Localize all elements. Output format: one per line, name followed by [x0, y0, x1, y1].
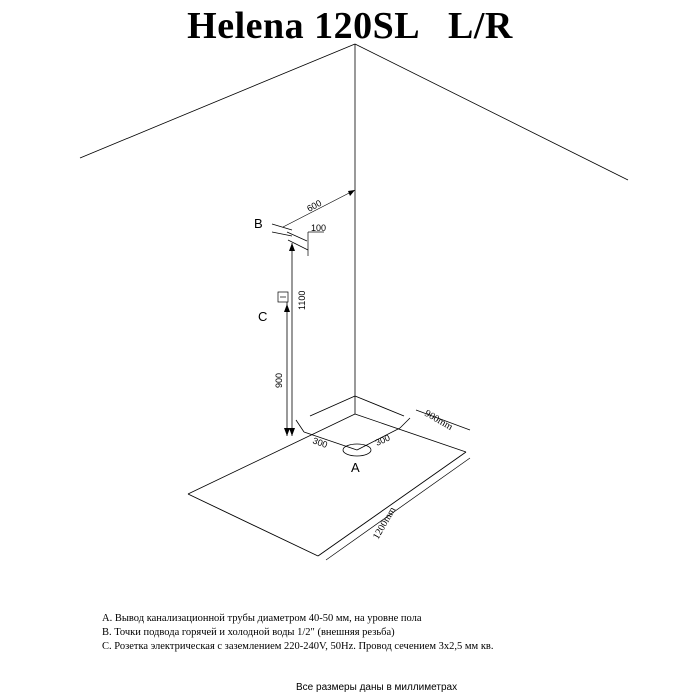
dim-300-right: 300 [373, 432, 392, 448]
dim-100: 100 [311, 223, 327, 233]
dim-900mm: 900mm [422, 408, 455, 433]
page-title: Helena 120SL L/R [187, 5, 513, 47]
dim-1200mm: 1200mm [371, 505, 399, 542]
wall-floor-left-edge [188, 414, 355, 494]
b-leader-1 [272, 224, 292, 230]
dim-900-arrow-top [284, 304, 290, 312]
dim-1100-arrow-bottom [289, 428, 295, 436]
drain-outlet [296, 418, 410, 456]
dim-1200mm-line [326, 458, 470, 560]
label-a: A [351, 460, 360, 475]
footer-note: Все размеры даны в миллиметрах [296, 682, 458, 693]
tray-front-edge [188, 494, 318, 556]
tray-right-edge [318, 452, 466, 556]
dim-600: 600 [305, 197, 324, 214]
inner-drain-square-edge-2 [355, 396, 404, 416]
note-b: В. Точки подвода горячей и холодной воды 1/2" (внешняя резьба) [102, 627, 395, 638]
electrical-socket [278, 292, 288, 302]
legend-notes [102, 612, 662, 654]
dim-900-arrow-bottom [284, 428, 290, 436]
shower-tray [188, 396, 466, 556]
inner-drain-square-edge-1 [310, 396, 355, 416]
dim-1100: 1100 [297, 290, 307, 310]
dim-1100-arrow-top [289, 243, 295, 251]
wall-left-top-edge [80, 44, 355, 158]
note-a: А. Вывод канализационной трубы диаметром 40-50 мм, на уровне пола [102, 613, 422, 624]
dim-300-left-tick [296, 420, 304, 432]
dim-300-left: 300 [311, 435, 329, 451]
b-connector [287, 232, 307, 241]
dim-600-arrow [348, 190, 355, 196]
dim-300-right-tick [400, 418, 410, 428]
label-b: B [254, 216, 263, 231]
note-c: С. Розетка электрическая с заземлением 220-240V, 50Hz. Провод сечением 3х2,5 мм кв. [102, 641, 494, 652]
dim-900: 900 [274, 372, 284, 388]
label-c: C [258, 309, 268, 324]
wall-right-top-edge [355, 44, 628, 180]
